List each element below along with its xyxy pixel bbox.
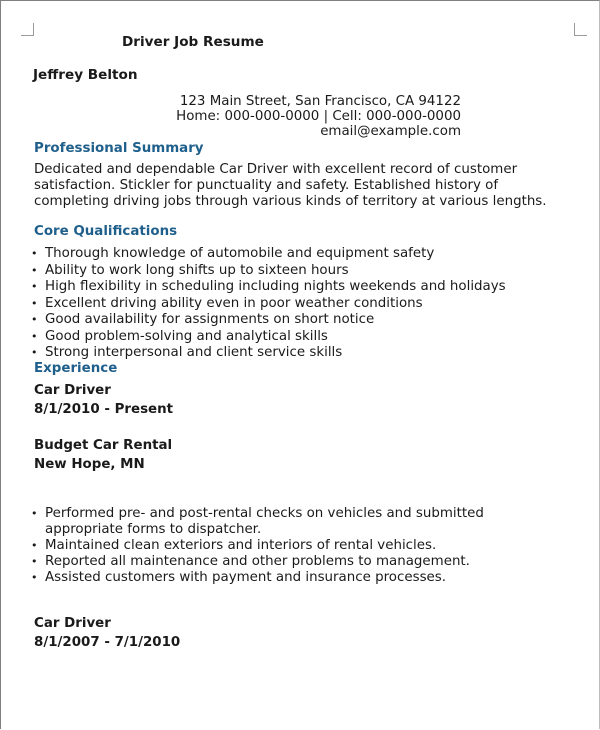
contact-phones: Home: 000-000-0000 | Cell: 000-000-0000 (176, 109, 461, 124)
margin-corner-top-right (574, 23, 587, 36)
candidate-name: Jeffrey Belton (33, 67, 138, 83)
margin-corner-top-left (21, 23, 34, 36)
job-location: New Hope, MN (34, 457, 145, 472)
summary-heading: Professional Summary (34, 141, 204, 156)
qualifications-heading: Core Qualifications (34, 224, 178, 239)
summary-text: Dedicated and dependable Car Driver with excellent record of customer satisfaction. Stickler for punctuality and safety. Established history of completing driving jobs through various kinds of territory at various lengths. (34, 162, 547, 209)
job-duty-item: • Reported all maintenance and other problems to management. (1, 554, 545, 570)
job-dates: 8/1/2007 - 7/1/2010 (34, 635, 181, 650)
job-company: Budget Car Rental (34, 438, 173, 453)
qualification-item: • Good problem-solving and analytical skills (1, 329, 506, 346)
document-title: Driver Job Resume (122, 34, 264, 50)
job-duty-item: • Maintained clean exteriors and interiors of rental vehicles. (1, 538, 545, 554)
job-dates: 8/1/2010 - Present (34, 402, 174, 417)
qualification-item: • Excellent driving ability even in poor weather conditions (1, 296, 506, 313)
qualifications-list (1, 246, 506, 362)
job-title: Car Driver (34, 383, 111, 398)
qualification-item: • Thorough knowledge of automobile and equipment safety (1, 246, 506, 263)
job-duty-item: • Assisted customers with payment and insurance processes. (1, 570, 545, 586)
job-duty-item: • Performed pre- and post-rental checks on vehicles and submitted appropriate forms to dispatcher. (1, 506, 545, 538)
qualification-item: • Ability to work long shifts up to sixteen hours (1, 263, 506, 280)
experience-heading: Experience (34, 361, 118, 376)
job-duties-list (1, 506, 545, 586)
contact-address: 123 Main Street, San Francisco, CA 94122 (179, 94, 461, 109)
contact-email: email@example.com (320, 124, 461, 139)
qualification-item: • Strong interpersonal and client service skills (1, 345, 506, 362)
job-title: Car Driver (34, 616, 111, 631)
qualification-item: • High flexibility in scheduling including nights weekends and holidays (1, 279, 506, 296)
qualification-item: • Good availability for assignments on short notice (1, 312, 506, 329)
